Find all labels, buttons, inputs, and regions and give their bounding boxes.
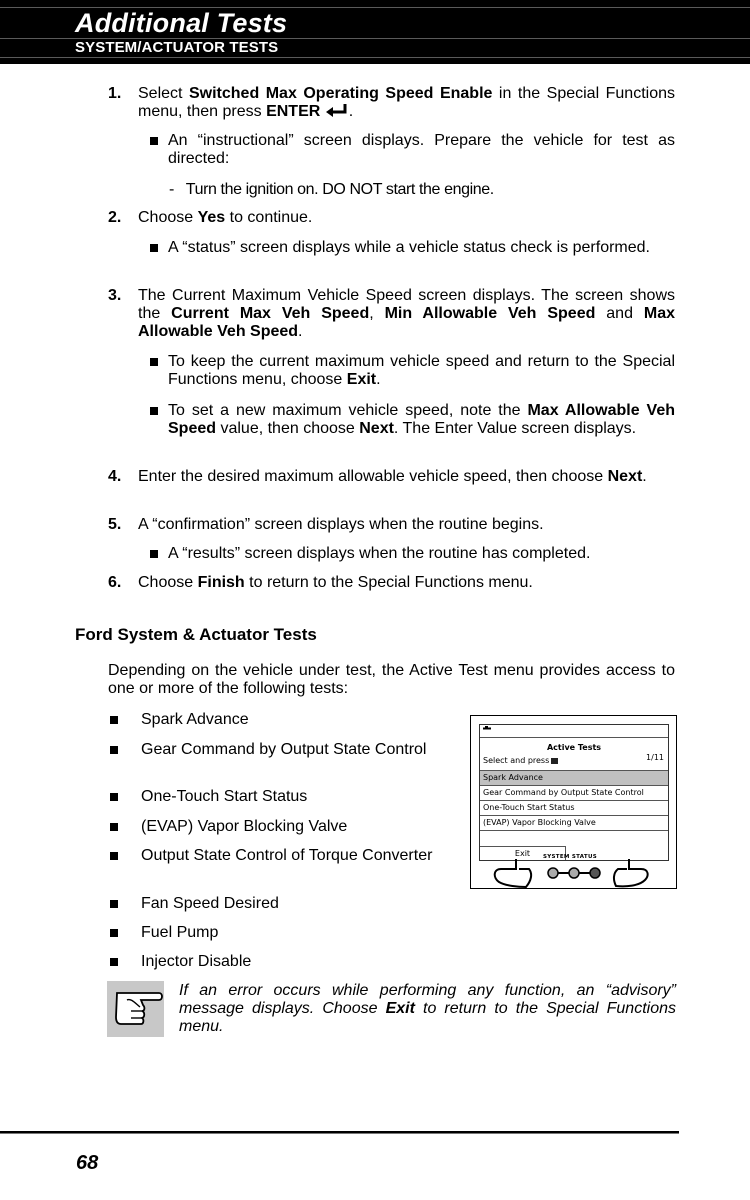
step-text	[138, 85, 675, 121]
page-number: 68	[76, 1152, 99, 1174]
screen-prompt-row	[480, 754, 668, 770]
sub-item	[169, 181, 669, 199]
step-text	[138, 468, 675, 486]
step-number: 5.	[108, 516, 122, 533]
device-screen	[479, 724, 669, 861]
test-item: Injector Disable	[141, 953, 252, 970]
status-led-3	[590, 868, 600, 878]
footer-rule	[0, 1131, 679, 1134]
text: and	[595, 305, 644, 322]
screen-prompt: Select and press	[483, 756, 550, 765]
screen-menu-item-selected[interactable]: Spark Advance	[480, 770, 668, 785]
text: to return to the Special Functions menu.	[244, 574, 533, 591]
screen-exit-button[interactable]: Exit	[480, 846, 566, 860]
screen-menu-item[interactable]: One-Touch Start Status	[480, 800, 668, 815]
enter-key-icon	[325, 103, 349, 117]
field-name: Max Allowable Veh Speed	[168, 402, 676, 437]
bullet-text: A “results” screen displays when the routine has completed.	[168, 545, 591, 562]
option-name: Exit	[346, 371, 377, 388]
test-item: Gear Command by Output State Control	[141, 741, 427, 758]
text: .	[348, 103, 354, 120]
screen-menu-item[interactable]: (EVAP) Vapor Blocking Valve	[480, 815, 668, 830]
test-item: Spark Advance	[141, 711, 249, 728]
section-subtitle: SYSTEM/ACTUATOR TESTS	[75, 39, 279, 56]
section-intro: Depending on the vehicle under test, the Active Test menu provides access to one or more of the following tests:	[108, 662, 675, 697]
dash: -	[169, 181, 174, 198]
sub-item-text: Turn the ignition on. DO NOT start the engine.	[185, 181, 494, 198]
bullet-square	[110, 746, 118, 754]
left-function-key	[495, 859, 531, 887]
chapter-title: Additional Tests	[75, 8, 288, 38]
text: in the Special Functions menu, then press	[138, 85, 675, 120]
text: ,	[369, 305, 385, 322]
test-item: One-Touch Start Status	[141, 788, 308, 805]
bullet-text	[168, 353, 675, 389]
step-number: 3.	[108, 287, 122, 304]
field-name: Min Allowable Veh Speed	[384, 305, 596, 322]
option-name: Exit	[385, 1000, 415, 1017]
section-heading: Ford System & Actuator Tests	[75, 625, 317, 644]
advisory-note	[179, 982, 676, 1036]
step-number: 1.	[108, 85, 122, 102]
vehicle-icon	[483, 726, 491, 731]
text: .	[642, 468, 647, 485]
field-name: Max Allowable Veh Speed	[138, 305, 675, 340]
text: To keep the current maximum vehicle speed and return to the Special Functions menu, choose	[168, 353, 675, 388]
bullet-square	[150, 358, 158, 366]
enter-key-icon	[551, 758, 558, 764]
screen-menu-item[interactable]: Gear Command by Output State Control	[480, 785, 668, 800]
status-led-1	[548, 868, 558, 878]
bullet-square	[110, 823, 118, 831]
scan-tool-illustration	[470, 715, 677, 889]
bullet-square	[110, 716, 118, 724]
step-number: 6.	[108, 574, 122, 591]
text: to continue.	[225, 209, 313, 226]
bullet-text	[168, 402, 675, 438]
screen-page-indicator: 1/11	[646, 753, 664, 762]
bullet-square	[110, 900, 118, 908]
text: To set a new maximum vehicle speed, note the	[168, 402, 528, 419]
text: The Current Maximum Vehicle Speed screen displays. The screen shows the	[138, 287, 675, 322]
text: Choose	[138, 574, 198, 591]
test-item: Fan Speed Desired	[141, 895, 279, 912]
device-controls	[471, 856, 678, 890]
bullet-text: A “status” screen displays while a vehicle status check is performed.	[168, 239, 650, 256]
bullet-square	[110, 852, 118, 860]
bullet-square	[150, 407, 158, 415]
text: Enter the desired maximum allowable vehicle speed, then choose	[138, 468, 608, 485]
option-name: Yes	[197, 209, 226, 226]
pointing-hand-icon	[107, 981, 164, 1037]
bullet-square	[150, 550, 158, 558]
system-status-label: SYSTEM STATUS	[543, 854, 597, 860]
status-led-2	[569, 868, 579, 878]
text: Select	[138, 85, 189, 102]
bullet-square	[110, 929, 118, 937]
field-name: Current Max Veh Speed	[171, 305, 370, 322]
text: .	[376, 371, 381, 388]
bullet-text: An “instructional” screen displays. Prepare the vehicle for test as directed:	[168, 132, 675, 167]
step-text	[138, 287, 675, 341]
test-item: Fuel Pump	[141, 924, 219, 941]
screen-status-bar	[480, 725, 668, 738]
step-number: 4.	[108, 468, 122, 485]
screen-title: Active Tests	[546, 743, 602, 752]
bullet-square	[110, 958, 118, 966]
option-name: Finish	[197, 574, 245, 591]
bullet-square	[150, 244, 158, 252]
screen-empty-row	[480, 830, 668, 843]
key-name: ENTER	[266, 103, 321, 120]
text: Choose	[138, 209, 198, 226]
option-name: Next	[359, 420, 394, 437]
step-text	[138, 574, 675, 592]
step-text: A “confirmation” screen displays when the routine begins.	[138, 516, 544, 533]
text: If an error occurs while performing any function, an “advisory” message displays. Choose	[179, 982, 676, 1017]
text: .	[298, 323, 303, 340]
menu-item-name: Switched Max Operating Speed Enable	[188, 85, 493, 102]
right-function-key	[614, 859, 648, 886]
option-name: Next	[607, 468, 643, 485]
bullet-square	[110, 793, 118, 801]
page-header	[0, 0, 750, 64]
text: . The Enter Value screen displays.	[393, 420, 637, 437]
test-item: (EVAP) Vapor Blocking Valve	[141, 818, 348, 835]
bullet-square	[150, 137, 158, 145]
header-rule	[0, 57, 750, 58]
text: to return to the Special Functions menu.	[179, 1000, 676, 1035]
text: value, then choose	[216, 420, 360, 437]
test-item: Output State Control of Torque Converter	[141, 847, 433, 864]
step-number: 2.	[108, 209, 122, 226]
step-text	[138, 209, 675, 227]
